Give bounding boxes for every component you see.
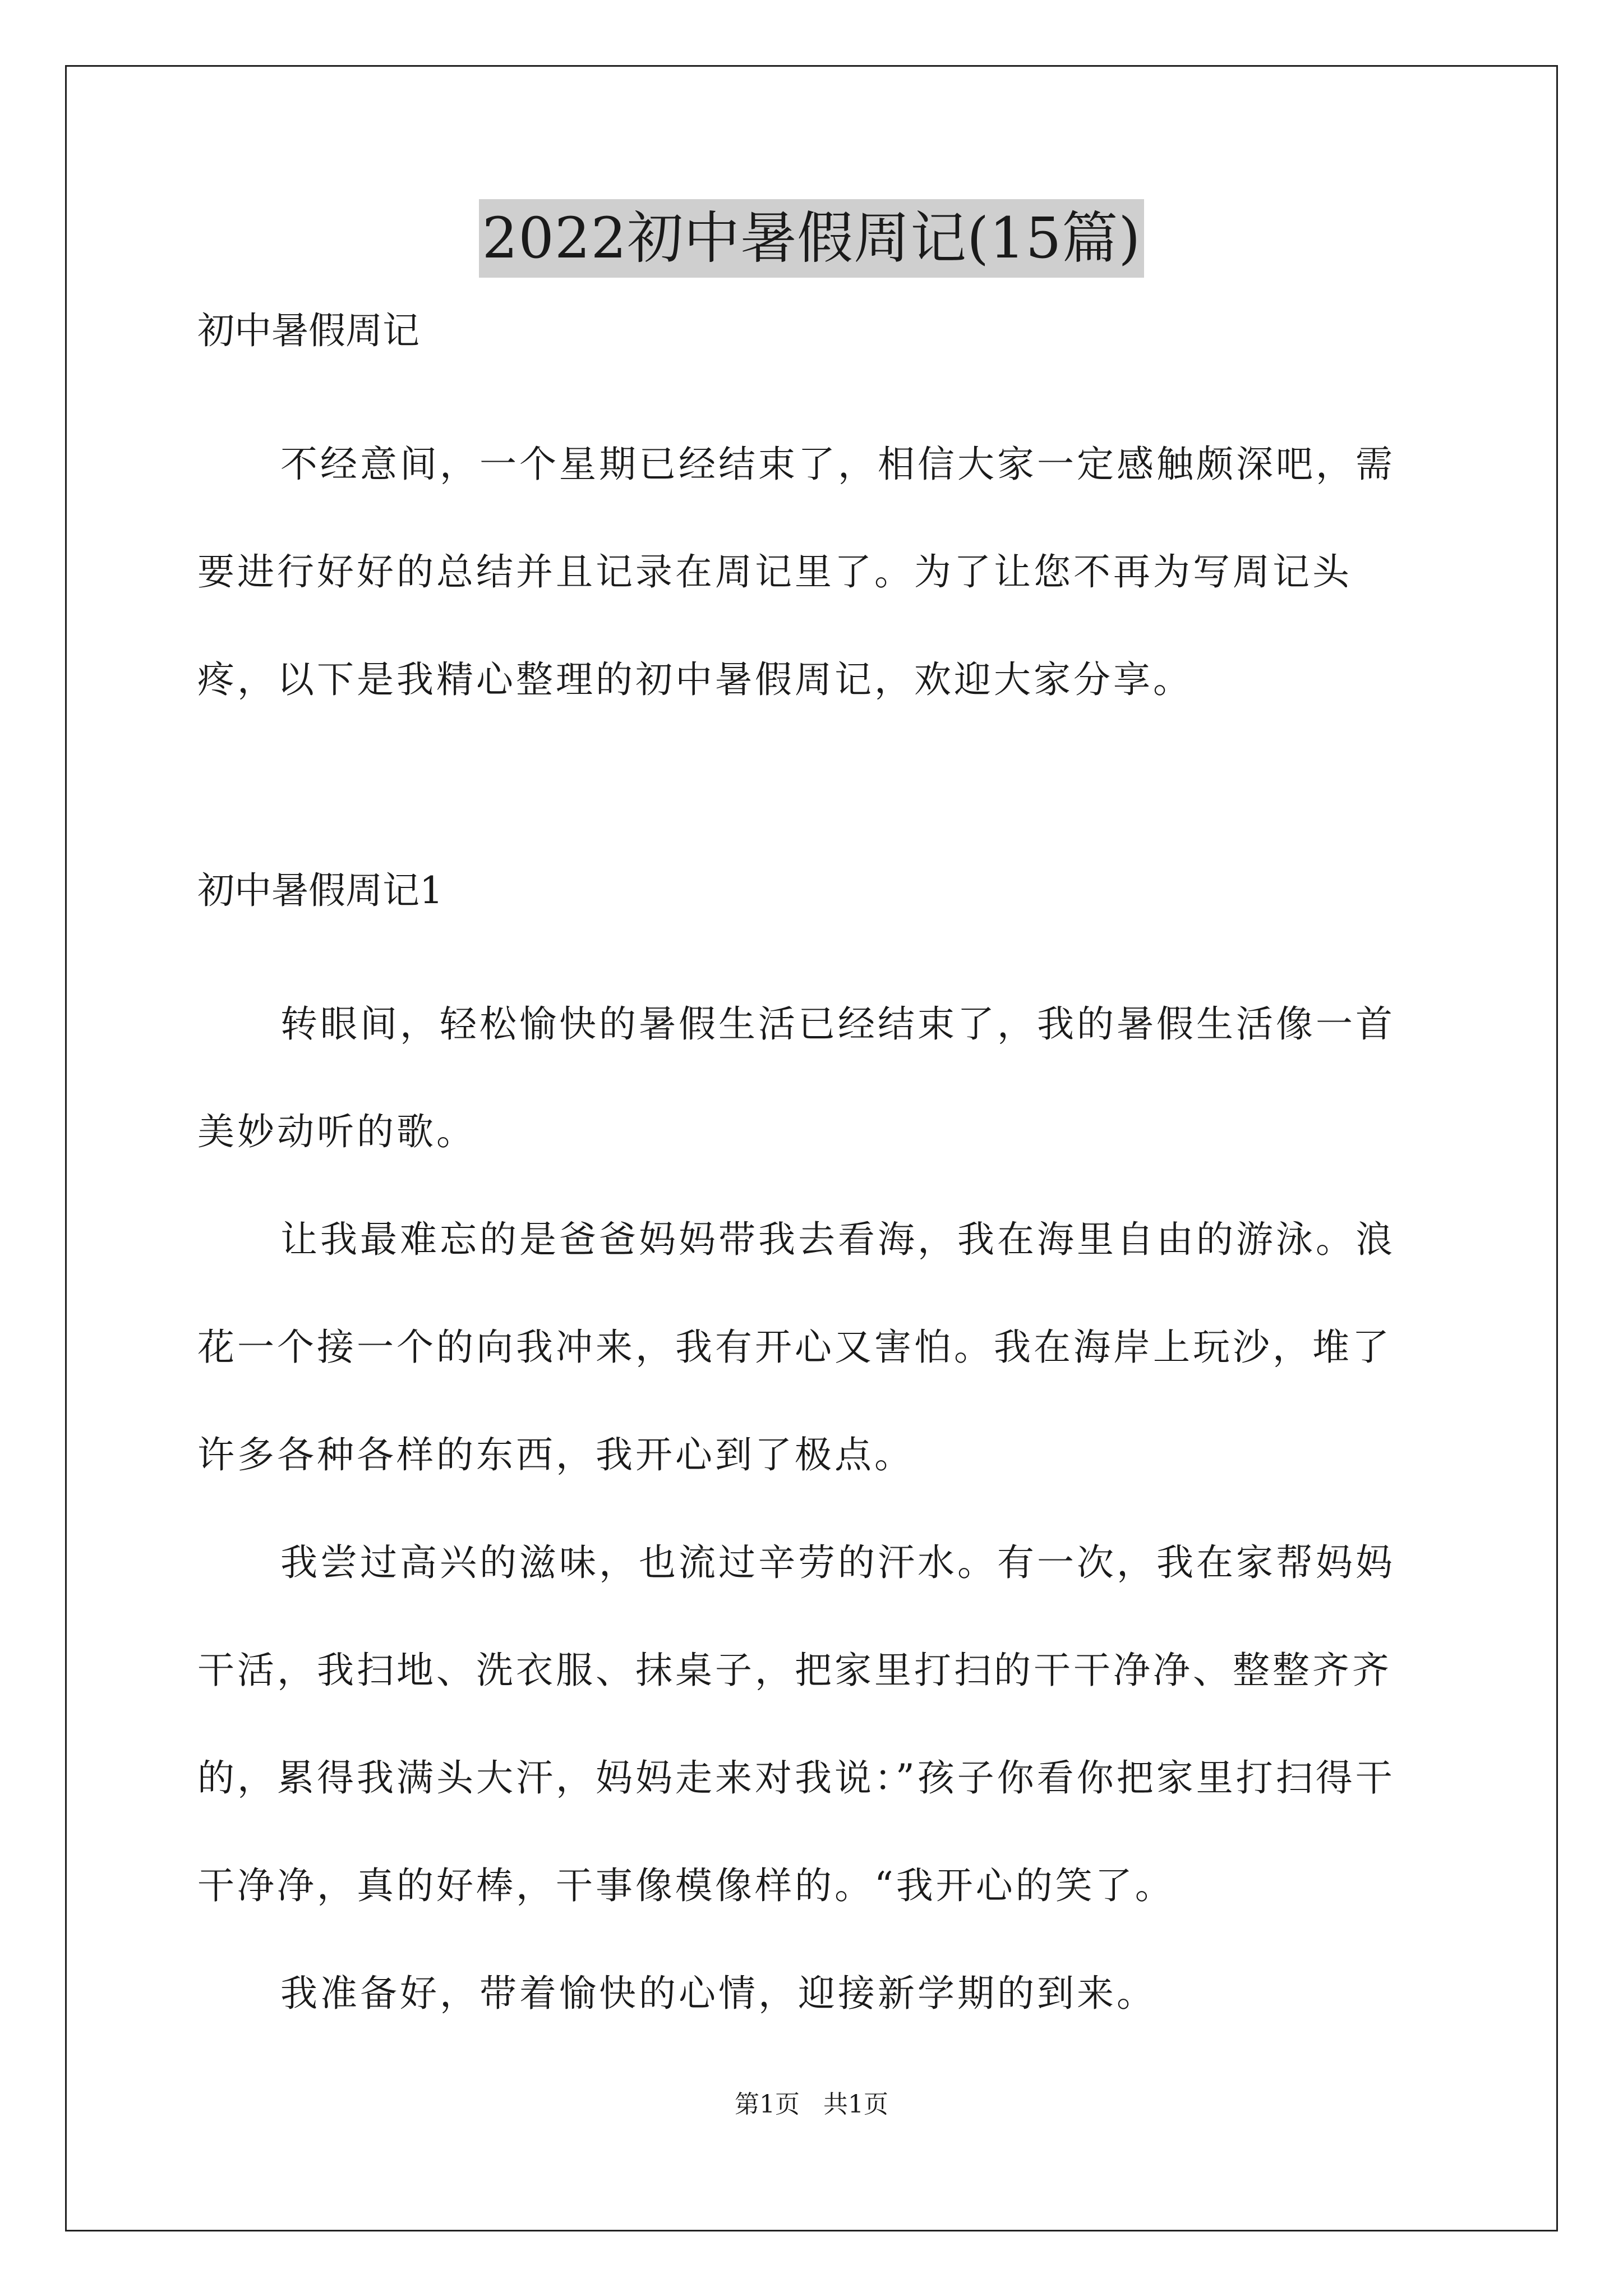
intro-paragraph: 不经意间，一个星期已经结束了，相信大家一定感触颇深吧，需要进行好好的总结并且记录在周记里了。为了让您不再为写周记头疼，以下是我精心整理的初中暑假周记，欢迎大家分享。 (197, 443, 1395, 701)
title-container (0, 199, 1623, 278)
body-paragraph: 我准备好，带着愉快的心情，迎接新学期的到来。 (280, 1972, 1156, 2015)
section-heading: 初中暑假周记1 (197, 869, 443, 912)
intro-heading: 初中暑假周记 (197, 309, 419, 352)
document-title: 2022初中暑假周记(15篇) (479, 199, 1145, 278)
body-paragraph: 我尝过高兴的滋味，也流过辛劳的汗水。有一次，我在家帮妈妈干活，我扫地、洗衣服、抹桌子，把家里打扫的干干净净、整整齐齐的，累得我满头大汗，妈妈走来对我说：”孩子你看你把家里打扫得干干净净，真的好棒，干事像模像样的。“我开心的笑了。 (197, 1541, 1395, 1907)
document-body (197, 303, 1431, 2047)
body-paragraph: 让我最难忘的是爸爸妈妈带我去看海，我在海里自由的游泳。浪花一个接一个的向我冲来，我有开心又害怕。我在海岸上玩沙，堆了许多各种各样的东西，我开心到了极点。 (197, 1218, 1395, 1476)
body-paragraph: 转眼间，轻松愉快的暑假生活已经结束了，我的暑假生活像一首美妙动听的歌。 (197, 1002, 1395, 1153)
page-footer: 第1页 共1页 (735, 2090, 888, 2119)
